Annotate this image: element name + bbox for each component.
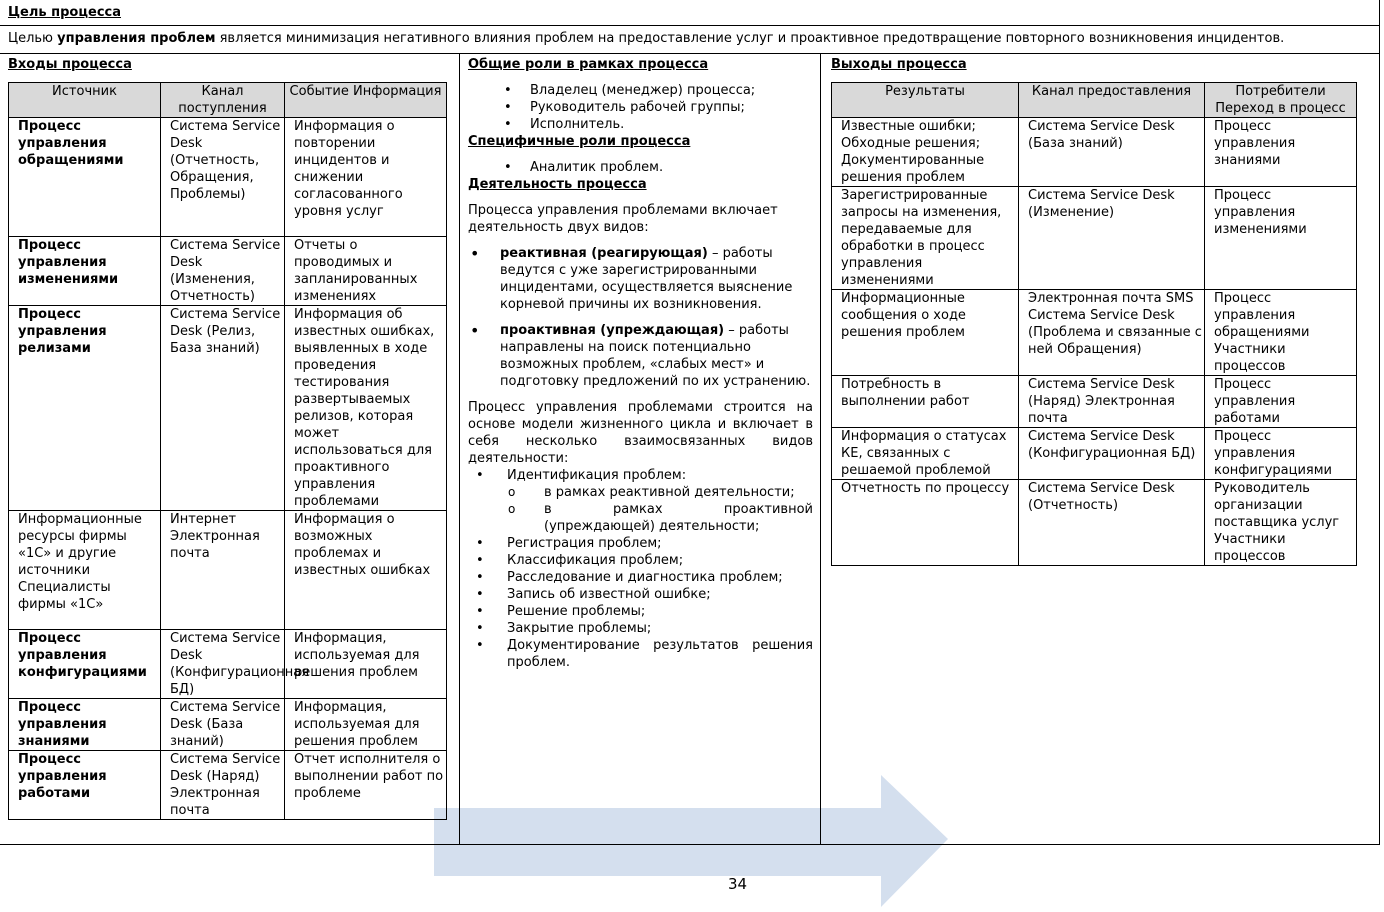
input-channel-cell: Система Service Desk (Релиз, База знаний)	[161, 306, 285, 511]
goal-heading: Цель процесса	[8, 5, 122, 20]
outputs-table-row	[832, 290, 1357, 376]
input-source-cell: Процесс управления работами	[9, 751, 161, 820]
lifecycle-item: • Идентификация проблем:	[468, 467, 813, 484]
input-event-cell: Информация, используемая для решения проблем	[285, 630, 447, 699]
activity-type-name: реактивная (реагирующая)	[500, 246, 708, 261]
top-divider	[0, 25, 1380, 26]
right-border	[1379, 0, 1380, 845]
activity-type-name: проактивная (упреждающая)	[500, 323, 725, 338]
outputs-table-row	[832, 428, 1357, 480]
output-channel-cell: Система Service Desk (Наряд) Электронная почта	[1019, 376, 1205, 428]
inputs-header-source: Источник	[9, 83, 161, 118]
output-consumer-process: Процесс управления знаниями	[1214, 119, 1296, 168]
inputs-section	[8, 56, 448, 820]
output-result-cell: Информационные сообщения о ходе решения проблем	[832, 290, 1019, 376]
goal-divider	[0, 53, 1380, 54]
column-divider-2	[820, 53, 821, 845]
inputs-table-row	[9, 306, 447, 511]
roles-activity-section	[468, 56, 813, 671]
output-result-cell: Отчетность по процессу	[832, 480, 1019, 566]
outputs-table-row	[832, 187, 1357, 290]
lifecycle-subitem: o в рамках реактивной деятельности;	[468, 484, 813, 501]
output-channel-cell: Система Service Desk (Изменение)	[1019, 187, 1205, 290]
output-consumer-cell	[1205, 187, 1357, 290]
input-channel-cell: Система Service Desk (Изменения, Отчетность)	[161, 237, 285, 306]
lifecycle-list	[468, 467, 813, 671]
output-channel-cell: Система Service Desk (База знаний)	[1019, 118, 1205, 187]
input-event-cell: Информация о повторении инцидентов и снижении согласованного уровня услуг	[285, 118, 447, 237]
output-channel-cell: Электронная почта SMS Система Service Desk (Проблема и связанные с ней Обращения)	[1019, 290, 1205, 376]
activity-types-list	[468, 245, 813, 390]
lifecycle-item: • Документирование результатов решения проблем.	[468, 637, 813, 671]
activity-type-item	[468, 245, 813, 313]
outputs-table-row	[832, 480, 1357, 566]
inputs-table-row	[9, 237, 447, 306]
inputs-header-channel: Канал поступления	[161, 83, 285, 118]
output-consumer-process: Процесс управления конфигурациями	[1214, 429, 1332, 478]
input-event-cell: Информация, используемая для решения проблем	[285, 699, 447, 751]
inputs-table-row	[9, 511, 447, 630]
output-consumer-participants: Участники процессов	[1214, 342, 1286, 374]
activity-type-desc: – работы ведутся с уже зарегистрированными инцидентами, осуществляется выяснение корневой причины их возникновения.	[500, 246, 793, 312]
output-consumer-cell	[1205, 118, 1357, 187]
inputs-table-row	[9, 630, 447, 699]
input-event-cell: Информация о возможных проблемах и известных ошибках	[285, 511, 447, 630]
output-consumer-cell	[1205, 428, 1357, 480]
input-channel-cell: Интернет Электронная почта	[161, 511, 285, 630]
activity-type-desc: – работы направлены на поиск потенциально возможных проблем, «слабых мест» и подготовку предложений по их устранению.	[500, 323, 811, 389]
input-source-cell: Процесс управления изменениями	[9, 237, 161, 306]
output-result-cell: Известные ошибки; Обходные решения; Документированные решения проблем	[832, 118, 1019, 187]
output-result-cell: Потребность в выполнении работ	[832, 376, 1019, 428]
outputs-table-row	[832, 376, 1357, 428]
activity-heading: Деятельность процесса	[468, 177, 647, 192]
input-event-cell: Информация об известных ошибках, выявленных в ходе проведения тестирования развертываемых релизов, которая может использоваться для проактивного управления проблемами	[285, 306, 447, 511]
output-channel-cell: Система Service Desk (Отчетность)	[1019, 480, 1205, 566]
output-consumer-process: Процесс управления обращениями	[1214, 291, 1310, 340]
role-item: • Исполнитель.	[468, 116, 813, 133]
input-source-cell: Процесс управления знаниями	[9, 699, 161, 751]
page-number: 34	[728, 875, 748, 893]
inputs-table	[8, 82, 447, 820]
lifecycle-item: • Запись об известной ошибке;	[468, 586, 813, 603]
background-arrow-decoration	[434, 775, 950, 909]
specific-role-item: • Аналитик проблем.	[468, 159, 813, 176]
roles-list	[468, 82, 813, 133]
input-channel-cell: Система Service Desk (Отчетность, Обращения, Проблемы)	[161, 118, 285, 237]
column-divider-1	[459, 53, 460, 845]
inputs-table-row	[9, 118, 447, 237]
input-channel-cell: Система Service Desk (Конфигурационная БД)	[161, 630, 285, 699]
input-event-cell: Отчеты о проводимых и запланированных изменениях	[285, 237, 447, 306]
output-consumer-process: Процесс управления изменениями	[1214, 188, 1307, 237]
role-item: • Руководитель рабочей группы;	[468, 99, 813, 116]
output-channel-cell: Система Service Desk (Конфигурационная БД)	[1019, 428, 1205, 480]
activity-type-item	[468, 322, 813, 390]
input-channel-cell: Система Service Desk (Наряд) Электронная почта	[161, 751, 285, 820]
specific-roles-list	[468, 159, 813, 176]
lifecycle-item: • Регистрация проблем;	[468, 535, 813, 552]
role-item: • Владелец (менеджер) процесса;	[468, 82, 813, 99]
outputs-heading: Выходы процесса	[831, 57, 967, 72]
outputs-header-consumer: Потребители Переход в процесс	[1205, 83, 1357, 118]
inputs-heading: Входы процесса	[8, 57, 132, 72]
output-result-cell: Информация о статусах КЕ, связанных с решаемой проблемой	[832, 428, 1019, 480]
activity-intro: Процесса управления проблемами включает деятельность двух видов:	[468, 203, 778, 235]
input-source-cell: Информационные ресурсы фирмы «1С» и другие источники Специалисты фирмы «1С»	[9, 511, 161, 630]
input-source-cell: Процесс управления конфигурациями	[9, 630, 161, 699]
outputs-table-row	[832, 118, 1357, 187]
lifecycle-item: • Расследование и диагностика проблем;	[468, 569, 813, 586]
output-consumer-participants: Руководитель организации поставщика услуг Участники процессов	[1214, 481, 1340, 564]
input-source-cell: Процесс управления обращениями	[9, 118, 161, 237]
output-consumer-cell	[1205, 480, 1357, 566]
output-result-cell: Зарегистрированные запросы на изменения, передаваемые для обработки в процесс управления изменениями	[832, 187, 1019, 290]
outputs-section	[831, 56, 1358, 566]
input-source-cell: Процесс управления релизами	[9, 306, 161, 511]
output-consumer-process: Процесс управления работами	[1214, 377, 1296, 426]
goal-text: Целью управления проблем является минимизация негативного влияния проблем на предоставление услуг и проактивное предотвращение повторного возникновения инцидентов.	[8, 31, 1285, 46]
inputs-table-row	[9, 699, 447, 751]
lifecycle-intro: Процесс управления проблемами строится на основе модели жизненного цикла и включает в себя несколько взаимосвязанных видов деятельности:	[468, 400, 813, 466]
outputs-table	[831, 82, 1357, 566]
lifecycle-item: • Закрытие проблемы;	[468, 620, 813, 637]
output-consumer-cell	[1205, 376, 1357, 428]
outputs-header-channel: Канал предоставления	[1019, 83, 1205, 118]
outputs-header-result: Результаты	[832, 83, 1019, 118]
bottom-divider	[0, 844, 1380, 845]
output-consumer-cell	[1205, 290, 1357, 376]
inputs-table-row	[9, 751, 447, 820]
input-event-cell: Отчет исполнителя о выполнении работ по проблеме	[285, 751, 447, 820]
lifecycle-subitem: o в рамках проактивной (упреждающей) деятельности;	[468, 501, 813, 535]
specific-roles-heading: Специфичные роли процесса	[468, 134, 691, 149]
input-channel-cell: Система Service Desk (База знаний)	[161, 699, 285, 751]
roles-heading: Общие роли в рамках процесса	[468, 57, 709, 72]
lifecycle-item: • Классификация проблем;	[468, 552, 813, 569]
lifecycle-item: • Решение проблемы;	[468, 603, 813, 620]
inputs-header-event: Событие Информация	[285, 83, 447, 118]
